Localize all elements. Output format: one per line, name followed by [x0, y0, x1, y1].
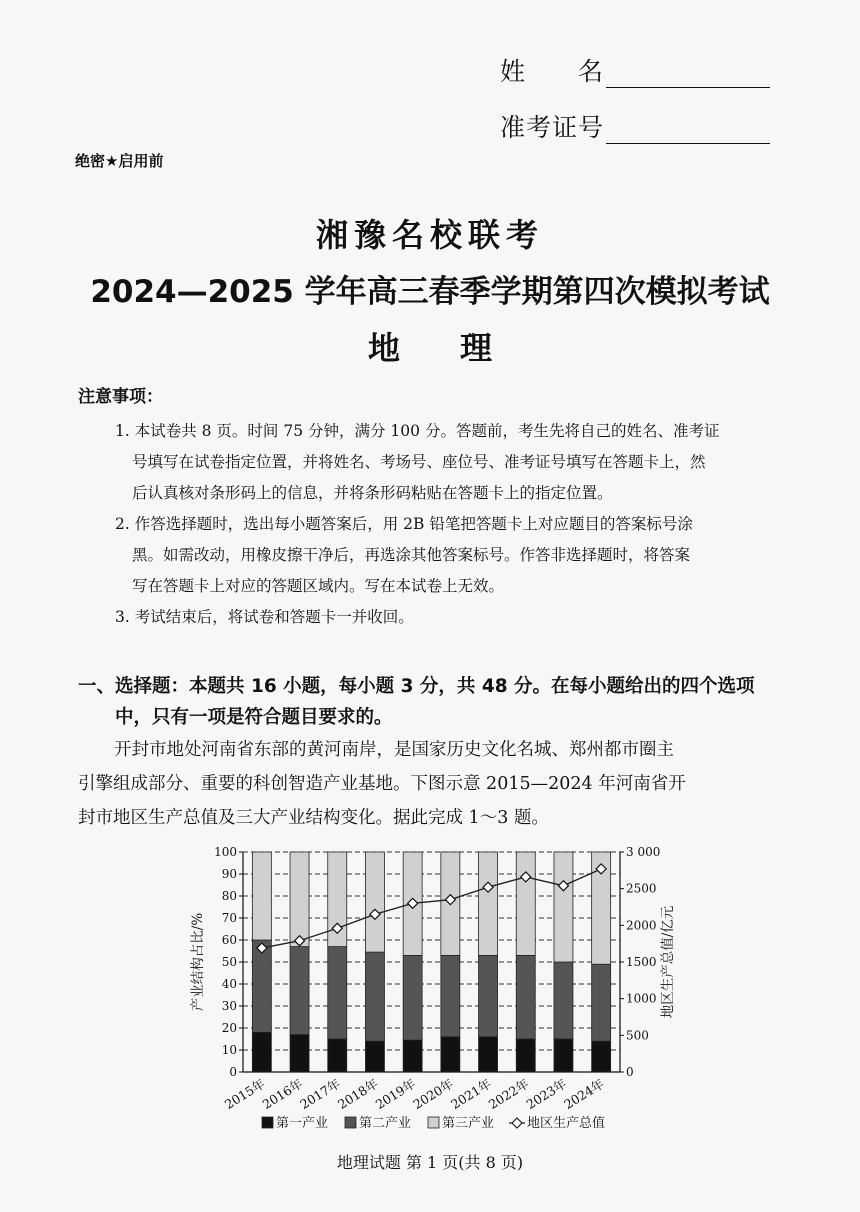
notice-item-1-line-3: 后认真核对条形码上的信息，并将条形码粘贴在答题卡上的指定位置。	[132, 484, 613, 502]
y-tick-label: 10	[221, 1043, 237, 1057]
section-heading-line-2: 中，只有一项是符合题目要求的。	[115, 707, 393, 728]
bar-primary	[554, 1039, 573, 1072]
bar-secondary	[516, 955, 535, 1039]
exam-title-2: 2024—2025 学年高三春季学期第四次模拟考试	[90, 274, 770, 310]
bar-primary	[403, 1040, 422, 1072]
bar-primary	[365, 1041, 384, 1072]
notice-item-2-line-3: 写在答题卡上对应的答题区域内。写在本试卷上无效。	[132, 577, 505, 595]
bar-tertiary	[365, 852, 384, 952]
gdp-line	[262, 869, 601, 948]
secret-mark: 绝密★启用前	[75, 152, 164, 170]
y-tick-label: 100	[214, 845, 237, 859]
bar-primary	[290, 1035, 309, 1072]
bar-primary	[328, 1039, 347, 1072]
x-tick-label: 2019年	[372, 1075, 419, 1113]
bar-tertiary	[516, 852, 535, 955]
y2-tick-label: 1000	[626, 991, 657, 1006]
notice-item-1-line-1: 1. 本试卷共 8 页。时间 75 分钟，满分 100 分。答题前，考生先将自己的姓名、准考证	[115, 422, 720, 440]
id-label: 准考证号	[500, 113, 605, 142]
legend-label: 第二产业	[359, 1116, 412, 1131]
y2-tick-label: 3 000	[626, 845, 661, 859]
bar-primary	[479, 1037, 498, 1072]
bar-secondary	[365, 952, 384, 1041]
legend-swatch	[428, 1117, 439, 1128]
name-label: 姓 名	[500, 57, 605, 86]
bar-primary	[441, 1037, 460, 1072]
notice-item-3: 3. 考试结束后，将试卷和答题卡一并收回。	[115, 608, 414, 626]
y2-tick-label: 500	[626, 1028, 649, 1043]
y-tick-label: 80	[221, 889, 237, 903]
stem-line-1: 开封市地处河南省东部的黄河南岸，是国家历史文化名城、郑州都市圈主	[114, 740, 674, 760]
bar-tertiary	[290, 852, 309, 947]
x-tick-label: 2020年	[410, 1075, 456, 1113]
bar-secondary	[554, 962, 573, 1039]
y-tick-label: 20	[221, 1021, 237, 1035]
exam-title-1: 湘豫名校联考	[315, 216, 544, 254]
notice-heading: 注意事项：	[78, 387, 163, 407]
legend-swatch	[345, 1117, 356, 1128]
y2-tick-label: 2000	[626, 918, 657, 933]
y-tick-label: 60	[221, 933, 237, 947]
bar-tertiary	[252, 852, 271, 940]
y-tick-label: 0	[229, 1065, 237, 1079]
y2-axis-title: 地区生产总值/亿元	[660, 905, 676, 1019]
y-tick-label: 70	[221, 911, 237, 925]
y-axis-title: 产业结构占比/%	[190, 912, 206, 1012]
legend-label: 第一产业	[276, 1116, 329, 1131]
bar-secondary	[290, 947, 309, 1035]
y-tick-label: 90	[221, 867, 237, 881]
y-tick-label: 30	[221, 999, 237, 1013]
legend-swatch	[262, 1117, 273, 1128]
stem-line-3: 封市地区生产总值及三大产业结构变化。据此完成 1～3 题。	[78, 808, 549, 828]
legend-label: 地区生产总值	[527, 1116, 606, 1131]
y2-tick-label: 0	[626, 1065, 634, 1079]
x-tick-label: 2018年	[335, 1075, 381, 1113]
notice-item-2-line-2: 黑。如需改动，用橡皮擦干净后，再选涂其他答案标号。作答非选择题时，将答案	[132, 546, 691, 564]
bar-primary	[592, 1041, 611, 1072]
y-tick-label: 50	[221, 955, 237, 969]
y-tick-label: 40	[221, 977, 237, 991]
x-tick-label: 2023年	[523, 1075, 570, 1113]
notice-item-1-line-2: 号填写在试卷指定位置，并将姓名、考场号、座位号、准考证号填写在答题卡上，然	[132, 453, 706, 471]
bar-secondary	[592, 964, 611, 1041]
x-tick-label: 2017年	[297, 1075, 343, 1113]
subject-title: 地理	[367, 329, 552, 367]
bar-secondary	[403, 955, 422, 1040]
x-tick-label: 2024年	[561, 1075, 607, 1113]
legend-diamond	[512, 1118, 522, 1128]
bar-primary	[252, 1032, 271, 1072]
bar-tertiary	[554, 852, 573, 962]
legend-label: 第三产业	[442, 1116, 495, 1131]
page-footer: 地理试题 第 1 页(共 8 页)	[336, 1153, 524, 1172]
bar-secondary	[479, 955, 498, 1036]
bar-secondary	[441, 955, 460, 1036]
notice-item-2-line-1: 2. 作答选择题时，选出每小题答案后，用 2B 铅笔把答题卡上对应题目的答案标号涂	[115, 515, 693, 533]
stem-line-2: 引擎组成部分、重要的科创智造产业基地。下图示意 2015—2024 年河南省开	[78, 774, 686, 794]
x-tick-label: 2022年	[485, 1075, 532, 1113]
x-tick-label: 2015年	[221, 1075, 268, 1113]
y2-tick-label: 2500	[626, 881, 657, 896]
bar-primary	[516, 1039, 535, 1072]
x-tick-label: 2016年	[259, 1075, 306, 1113]
bar-tertiary	[479, 852, 498, 955]
bar-secondary	[328, 947, 347, 1039]
y2-tick-label: 1500	[626, 955, 657, 969]
section-heading-line-1: 一、选择题：本题共 16 小题，每小题 3 分，共 48 分。在每小题给出的四个选项	[78, 676, 755, 697]
x-tick-label: 2021年	[448, 1075, 494, 1113]
